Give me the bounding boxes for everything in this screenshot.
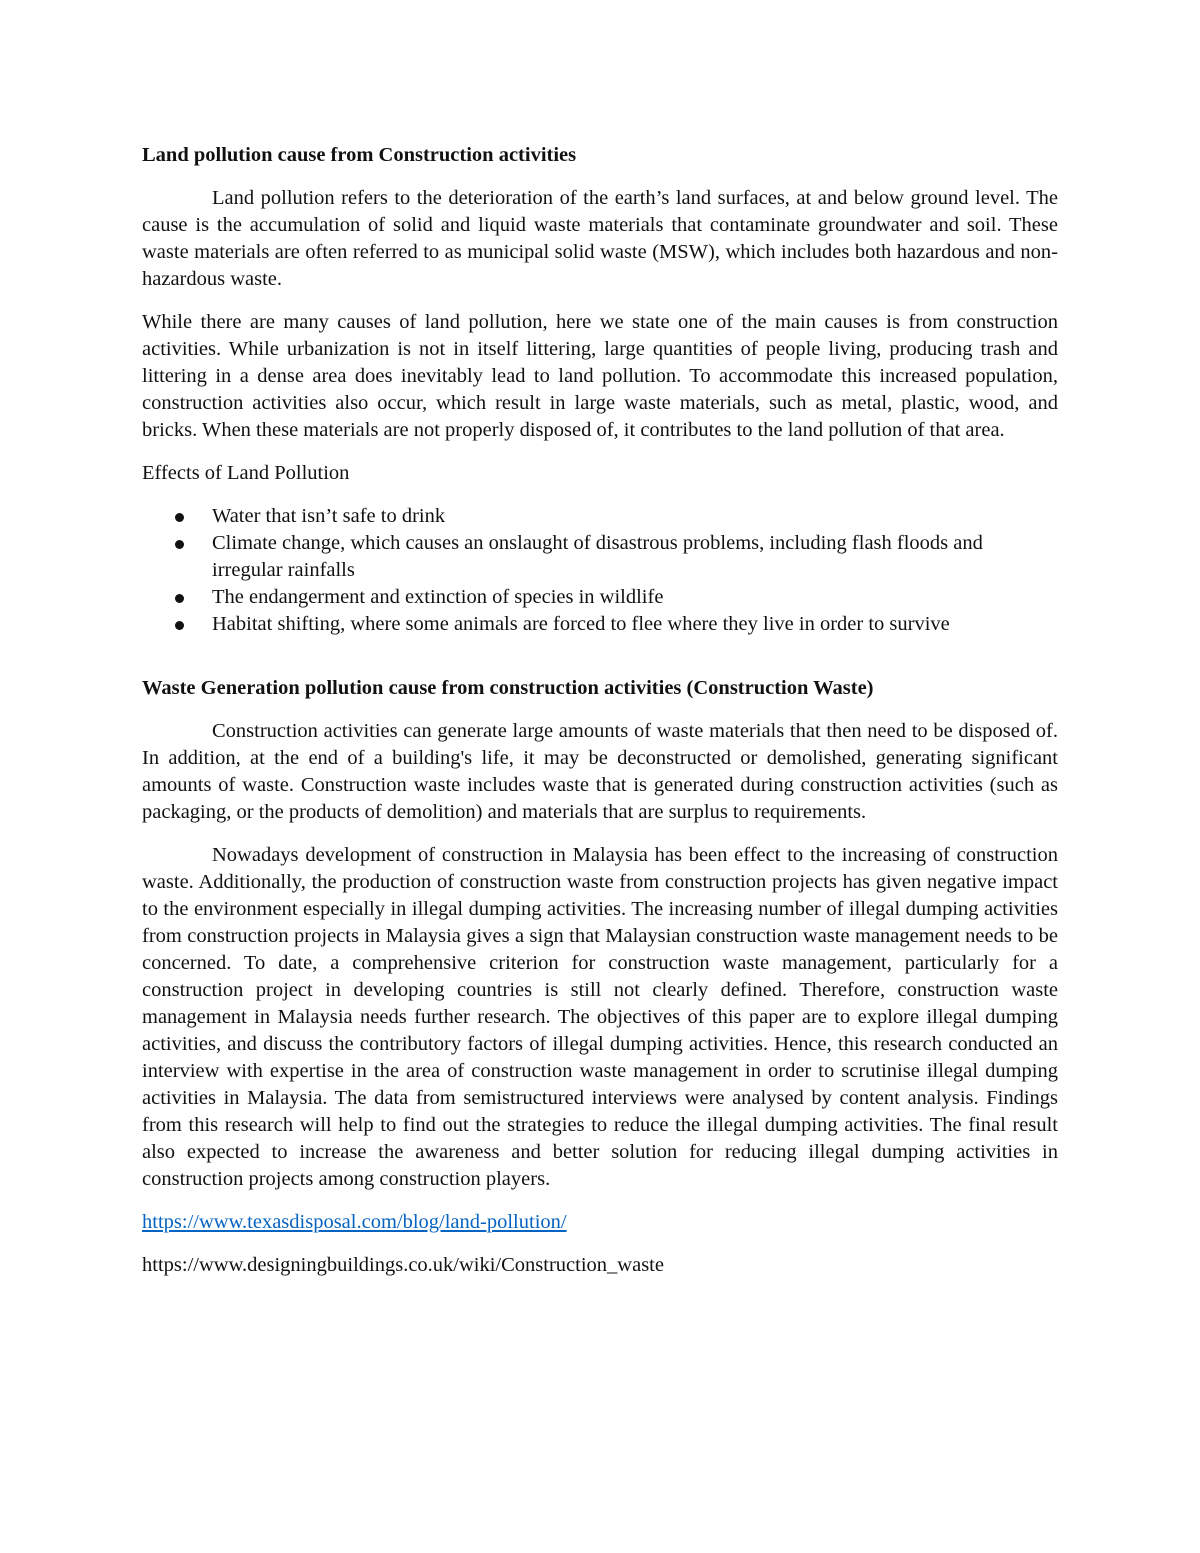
reference-link-texasdisposal[interactable]: https://www.texasdisposal.com/blog/land-pollution/ [142, 1211, 567, 1233]
list-item-text: The endangerment and extinction of species in wildlife [212, 586, 664, 608]
bullet-icon [175, 540, 184, 549]
list-item-text: Water that isn’t safe to drink [212, 505, 446, 527]
list-item [142, 530, 1058, 584]
effects-list [142, 503, 1058, 638]
reference-url-designingbuildings: https://www.designingbuildings.co.uk/wiki/Construction_waste [142, 1254, 664, 1276]
list-item-text: Habitat shifting, where some animals are forced to flee where they live in order to survive [212, 613, 950, 635]
section2-paragraph-1: Construction activities can generate large amounts of waste materials that then need to be disposed of. In addition, at the end of a building's life, it may be deconstructed or demolished, generating significant amounts of waste. Construction waste includes waste that is generated during construction activities (such as packaging, or the products of demolition) and materials that are surplus to requirements. [142, 720, 1058, 823]
bullet-icon [175, 594, 184, 603]
reference-1 [142, 1209, 1058, 1236]
section2-paragraph-2: Nowadays development of construction in Malaysia has been effect to the increasing of construction waste. Additionally, the production of construction waste from construction projects has given negative impact to the environment especially in illegal dumping activities. The increasing number of illegal dumping activities from construction projects in Malaysia gives a sign that Malaysian construction waste management needs to be concerned. To date, a comprehensive criterion for construction waste management, particularly for a construction project in developing countries is still not clearly defined. Therefore, construction waste management in Malaysia needs further research. The objectives of this paper are to explore illegal dumping activities, and discuss the contributory factors of illegal dumping activities. Hence, this research conducted an interview with expertise in the area of construction waste management in order to scrutinise illegal dumping activities in Malaysia. The data from semistructured interviews were analysed by content analysis. Findings from this research will help to find out the strategies to reduce the illegal dumping activities. The final result also expected to increase the awareness and better solution for reducing illegal dumping activities in construction projects among construction players. [142, 844, 1058, 1190]
list-item [142, 584, 1058, 611]
list-item [142, 503, 1058, 530]
reference-2 [142, 1252, 1058, 1279]
bullet-icon [175, 513, 184, 522]
section1-paragraph-1: Land pollution refers to the deterioration of the earth’s land surfaces, at and below ground level. The cause is the accumulation of solid and liquid waste materials that contaminate groundwater and soil. These waste materials are often referred to as municipal solid waste (MSW), which includes both hazardous and non-hazardous waste. [142, 187, 1058, 290]
bullet-icon [175, 621, 184, 630]
section1-paragraph-2: While there are many causes of land pollution, here we state one of the main causes is from construction activities. While urbanization is not in itself littering, large quantities of people living, producing trash and littering in a dense area does inevitably lead to land pollution. To accommodate this increased population, construction activities also occur, which result in large waste materials, such as metal, plastic, wood, and bricks. When these materials are not properly disposed of, it contributes to the land pollution of that area. [142, 311, 1058, 441]
section1-heading: Land pollution cause from Construction activities [142, 144, 577, 166]
list-item [142, 611, 1058, 638]
section2-heading: Waste Generation pollution cause from construction activities (Construction Waste) [142, 677, 874, 699]
list-item-text: Climate change, which causes an onslaught of disastrous problems, including flash floods and irregular rainfalls [212, 532, 983, 581]
effects-title: Effects of Land Pollution [142, 462, 350, 484]
